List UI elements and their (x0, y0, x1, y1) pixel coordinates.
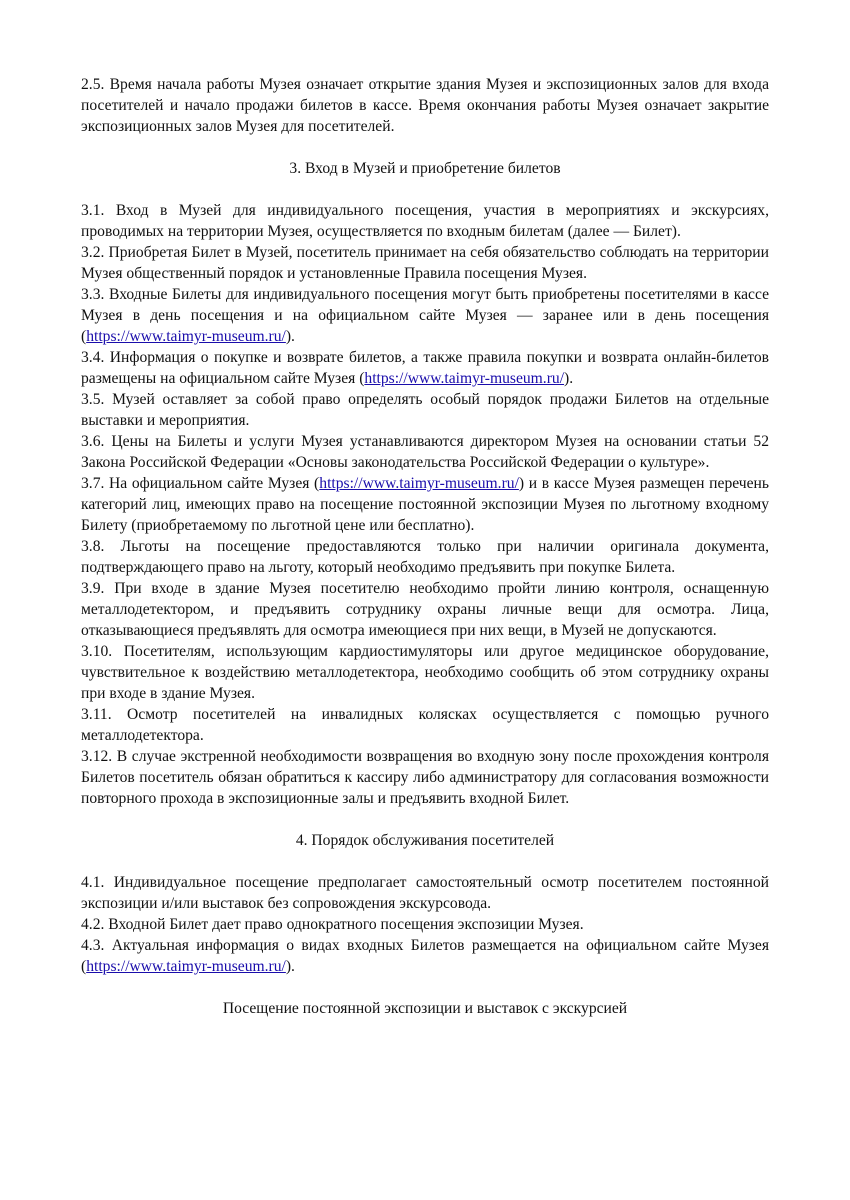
paragraph-3-6: 3.6. Цены на Билеты и услуги Музея устанавливаются директором Музея на основании статьи 52 Закона Российской Федерации «Основы законодательства Российской Федерации о культуре». (81, 433, 769, 471)
paragraph-3-8: 3.8. Льготы на посещение предоставляются только при наличии оригинала документа, подтверждающего право на льготу, который необходимо предъявить при покупке Билета. (81, 538, 769, 576)
paragraph-3-10: 3.10. Посетителям, использующим кардиостимуляторы или другое медицинское оборудование, чувствительное к воздействию металлодетектора, необходимо сообщить об этом сотруднику охраны при входе в здание Музея. (81, 643, 769, 702)
paragraph-3-7 (81, 473, 769, 536)
museum-website-link[interactable]: https://www.taimyr-museum.ru/ (364, 370, 565, 387)
paragraph-3-4-end: ). (564, 370, 574, 387)
paragraph-3-2: 3.2. Приобретая Билет в Музей, посетитель принимает на себя обязательство соблюдать на территории Музея общественный порядок и установленные Правила посещения Музея. (81, 244, 769, 282)
paragraph-3-3-text: 3.3. Входные Билеты для индивидуального посещения могут быть приобретены посетителями в кассе Музея в день посещения и на официальном сайте Музея — заранее или в день посещения ( (81, 286, 769, 345)
paragraph-4-2: 4.2. Входной Билет дает право однократного посещения экспозиции Музея. (81, 916, 584, 933)
paragraph-4-1: 4.1. Индивидуальное посещение предполагает самостоятельный осмотр посетителем постоянной экспозиции и/или выставок без сопровождения экскурсовода. (81, 874, 769, 912)
paragraph-3-3-end: ). (285, 328, 295, 345)
paragraph-3-11: 3.11. Осмотр посетителей на инвалидных колясках осуществляется с помощью ручного металлодетектора. (81, 706, 769, 744)
document-body (81, 74, 769, 1040)
paragraph-3-4-text: 3.4. Информация о покупке и возврате билетов, а также правила покупки и возврата онлайн-билетов размещены на официальном сайте Музея ( (81, 349, 769, 387)
paragraph-3-9: 3.9. При входе в здание Музея посетителю необходимо пройти линию контроля, оснащенную металлодетектором, и предъявить сотруднику охраны личные вещи для осмотра. Лица, отказывающиеся предъявлять для осмотра имеющиеся при них вещи, в Музей не допускаются. (81, 580, 769, 639)
paragraph-3-7-text: 3.7. На официальном сайте Музея ( (81, 475, 320, 492)
paragraph-3-12: 3.12. В случае экстренной необходимости возвращения во входную зону после прохождения контроля Билетов посетитель обязан обратиться к кассиру либо администратору для согласования возможности повторного прохода в экспозиционные залы и предъявить входной Билет. (81, 748, 769, 807)
paragraph-3-7-end: ) и в кассе Музея размещен перечень категорий лиц, имеющих право на посещение постоянной экспозиции Музея по льготному входному Билету (приобретаемому по льготной цене или бесплатно). (81, 475, 769, 534)
paragraph-4-3-end: ). (285, 958, 295, 975)
section-4-title: 4. Порядок обслуживания посетителей (295, 832, 555, 849)
paragraph-3-3 (81, 284, 769, 347)
paragraph-3-1: 3.1. Вход в Музей для индивидуального посещения, участия в мероприятиях и экскурсиях, проводимых на территории Музея, осуществляется по входным билетам (далее — Билет). (81, 202, 769, 240)
museum-website-link[interactable]: https://www.taimyr-museum.ru/ (86, 958, 286, 975)
subsection-title: Посещение постоянной экспозиции и выставок с экскурсией (222, 1000, 628, 1017)
paragraph-4-3-text: 4.3. Актуальная информация о видах входных Билетов размещается на официальном сайте Музея ( (81, 937, 769, 975)
section-3-title: 3. Вход в Музей и приобретение билетов (289, 160, 561, 177)
paragraph-4-3 (81, 935, 769, 977)
paragraph-3-4 (81, 347, 769, 389)
museum-website-link[interactable]: https://www.taimyr-museum.ru/ (319, 475, 519, 492)
paragraph-3-5: 3.5. Музей оставляет за собой право определять особый порядок продажи Билетов на отдельные выставки и мероприятия. (81, 391, 769, 429)
museum-website-link[interactable]: https://www.taimyr-museum.ru/ (86, 328, 286, 345)
paragraph-2-5: 2.5. Время начала работы Музея означает открытие здания Музея и экспозиционных залов для входа посетителей и начало продажи билетов в кассе. Время окончания работы Музея означает закрытие экспозиционных залов Музея для посетителей. (81, 76, 769, 135)
